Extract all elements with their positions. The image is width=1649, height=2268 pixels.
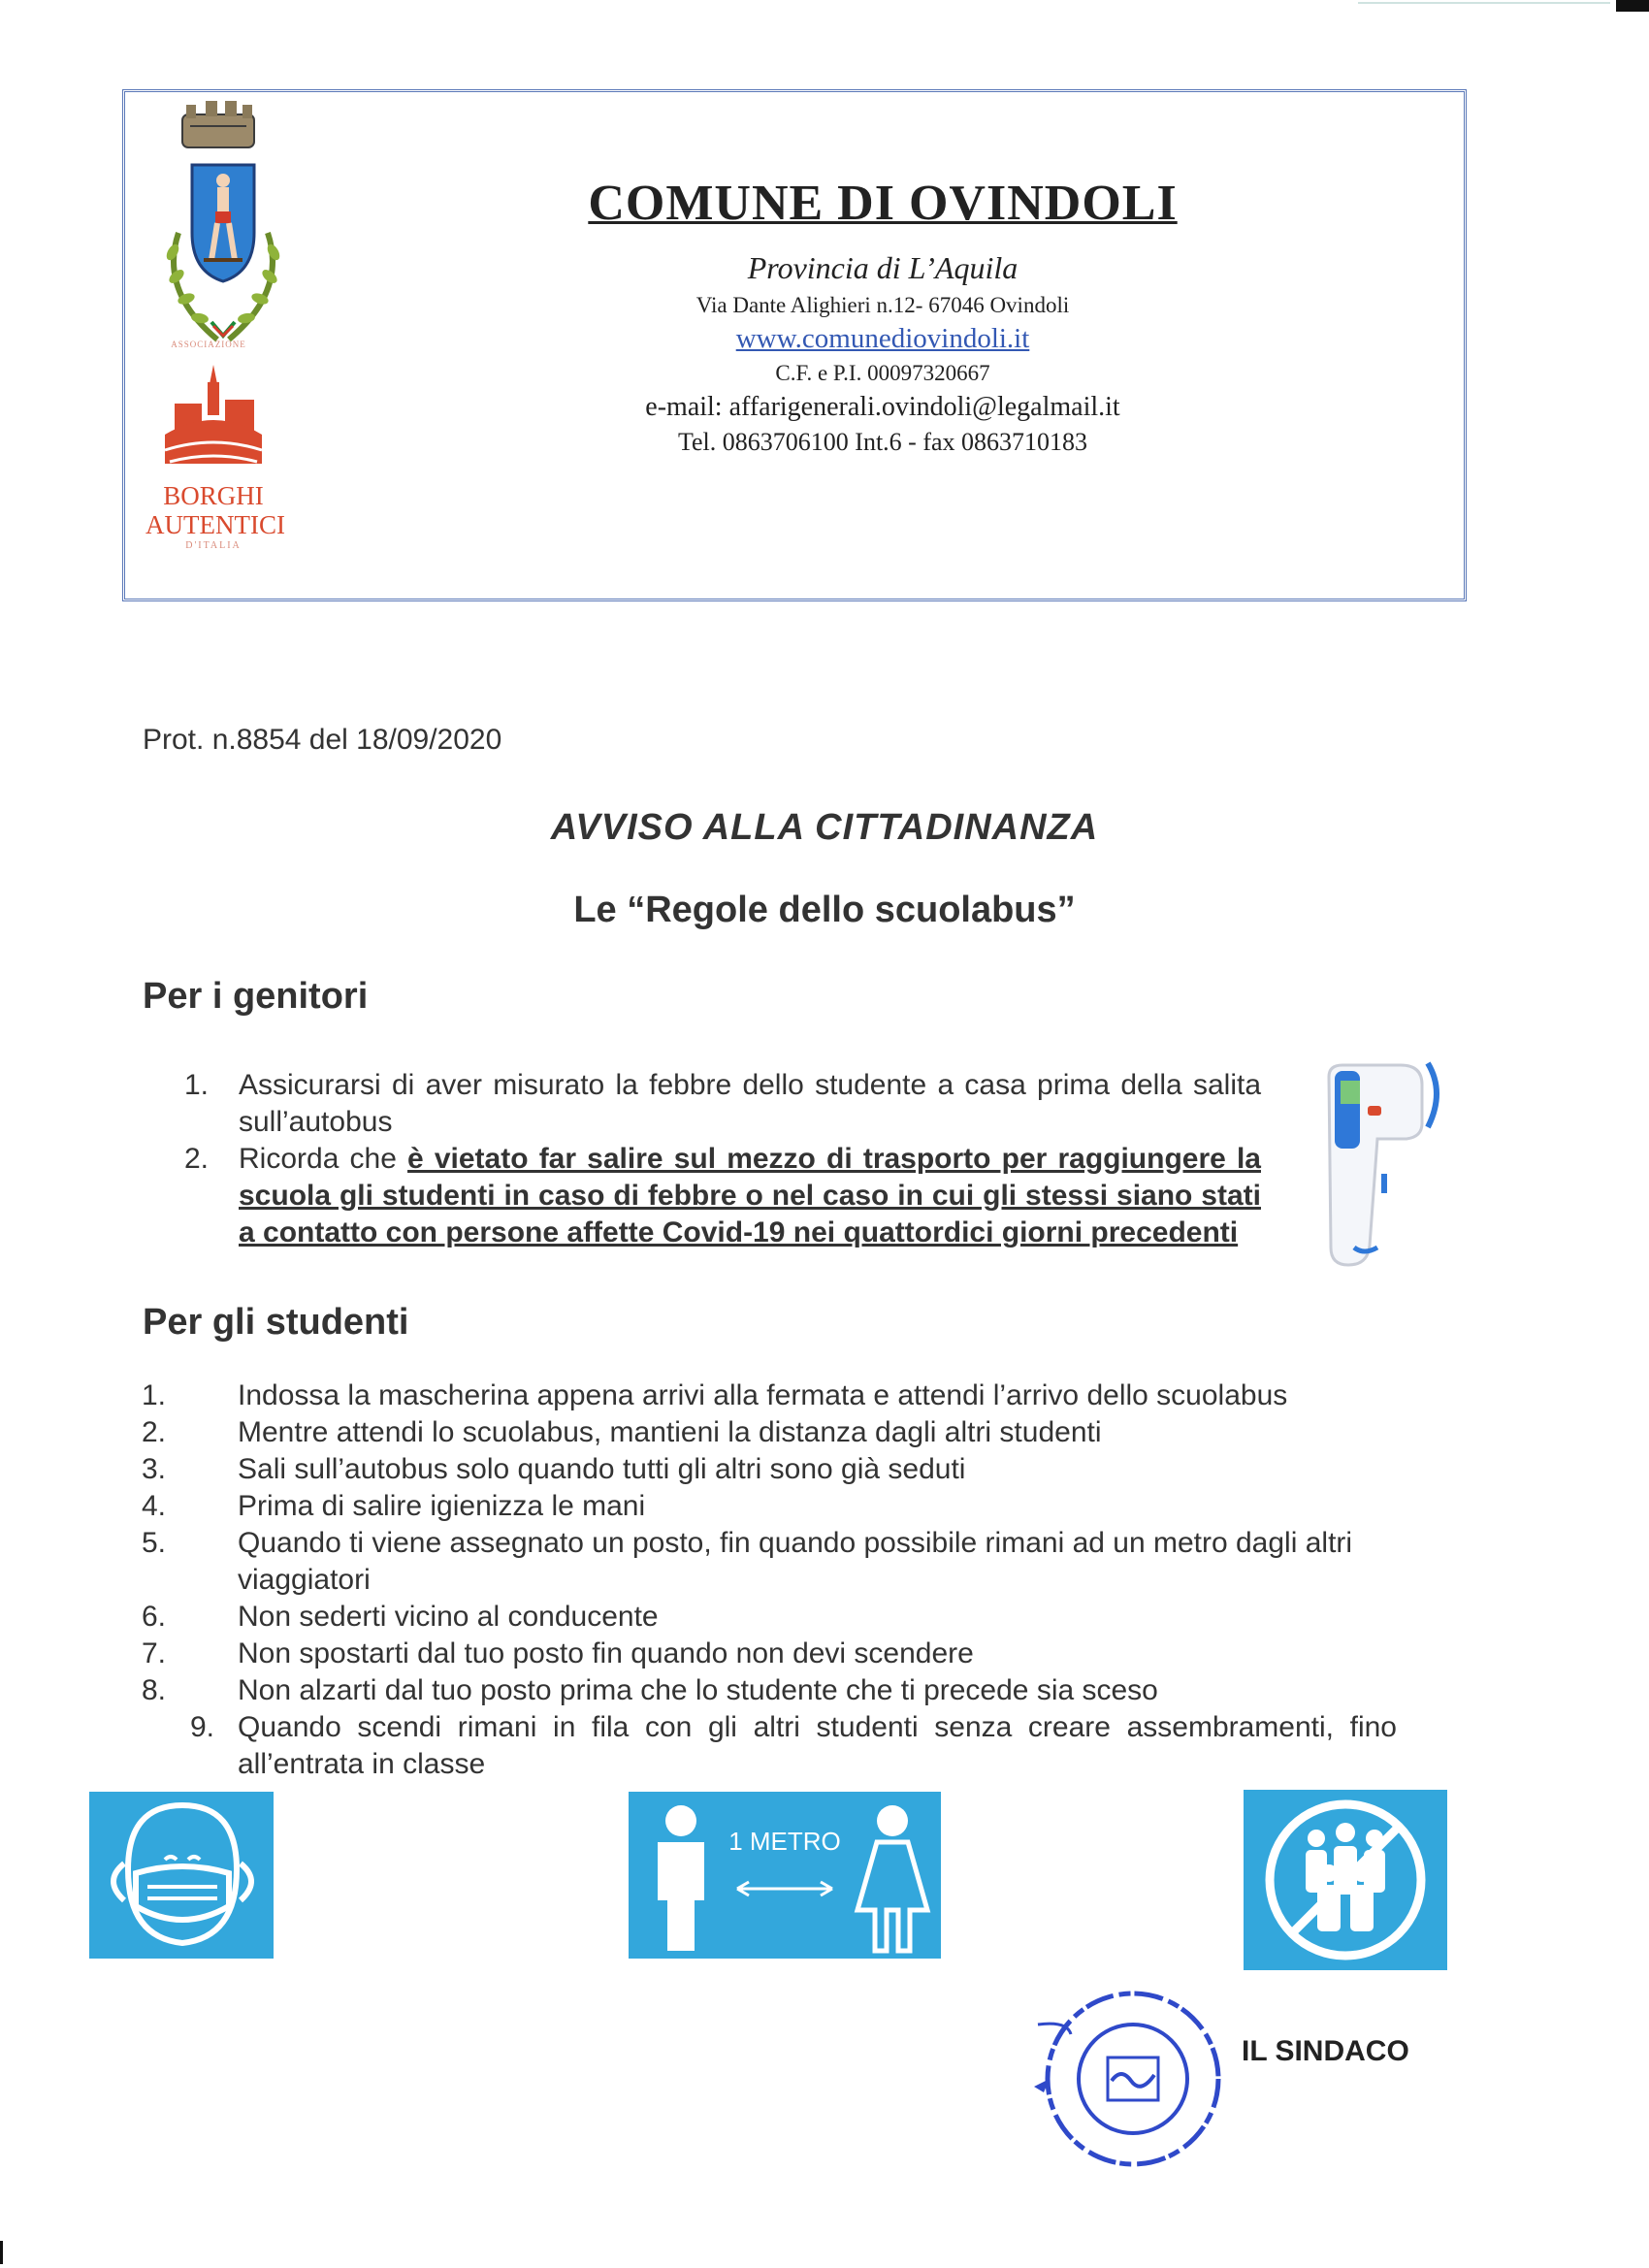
list-item bbox=[136, 1488, 1416, 1525]
list-text: Non alzarti dal tuo posto prima che lo studente che ti precede sia sceso bbox=[238, 1674, 1158, 1706]
borghi-line-3: D'ITALIA bbox=[185, 540, 242, 551]
scan-edge-line bbox=[1358, 2, 1610, 4]
list-number: 2. bbox=[142, 1416, 167, 1448]
list-item bbox=[136, 1636, 1416, 1672]
list-number: 7. bbox=[142, 1637, 167, 1669]
list-item bbox=[136, 1414, 1416, 1451]
list-text: Quando scendi rimani in fila con gli altri studenti senza creare assembramenti, fino all’entrata in classe bbox=[238, 1711, 1397, 1780]
list-text: Non sederti vicino al conducente bbox=[238, 1601, 659, 1633]
municipal-crest-icon bbox=[136, 97, 301, 359]
prohibition-emphasis: è vietato far salire sul mezzo di trasporto per raggiungere la scuola gli studenti in caso di febbre o nel caso in cui gli stessi siano stati a contatto con persone affette Covid-19 nei quattordici giorni precedenti bbox=[239, 1143, 1261, 1248]
list-text: Sali sull’autobus solo quando tutti gli altri sono già seduti bbox=[238, 1453, 966, 1485]
list-text: Prima di salire igienizza le mani bbox=[238, 1490, 646, 1522]
distance-label: 1 METRO bbox=[728, 1827, 841, 1856]
list-text: Non spostarti dal tuo posto fin quando non devi scendere bbox=[238, 1637, 974, 1669]
borghi-logo-text bbox=[146, 481, 285, 553]
list-number: 8. bbox=[142, 1674, 167, 1706]
no-crowd-icon bbox=[1244, 1790, 1447, 1970]
protocol-number: Prot. n.8854 del 18/09/2020 bbox=[143, 724, 502, 756]
parents-heading: Per i genitori bbox=[143, 976, 369, 1017]
association-label: ASSOCIAZIONE bbox=[171, 340, 246, 349]
list-number: 9. bbox=[190, 1711, 215, 1743]
list-item bbox=[136, 1599, 1416, 1636]
face-mask-icon bbox=[89, 1792, 274, 1959]
list-text: Quando ti viene assegnato un posto, fin quando possibile rimani ad un metro dagli altri viaggiatori bbox=[238, 1527, 1353, 1596]
tax-code-line: C.F. e P.I. 00097320667 bbox=[775, 361, 990, 385]
borghi-line-1: BORGHI bbox=[163, 481, 264, 510]
list-number: 3. bbox=[142, 1453, 167, 1485]
list-number: 4. bbox=[142, 1490, 167, 1522]
borghi-line-2: AUTENTICI bbox=[146, 510, 285, 539]
thermometer-icon bbox=[1310, 1057, 1465, 1280]
list-text: Indossa la mascherina appena arrivi alla fermata e attendi l’arrivo dello scuolabus bbox=[238, 1379, 1288, 1411]
list-item bbox=[136, 1525, 1416, 1599]
list-number: 1. bbox=[184, 1069, 210, 1101]
scan-margin-mark bbox=[0, 2241, 3, 2264]
list-text: Assicurarsi di aver misurato la febbre dello studente a casa prima della salita sull’autobus bbox=[239, 1069, 1261, 1138]
rules-title: Le “Regole dello scuolabus” bbox=[573, 890, 1076, 930]
list-text: Mentre attendi lo scuolabus, mantieni la distanza dagli altri studenti bbox=[238, 1416, 1102, 1448]
students-list bbox=[136, 1377, 1416, 1783]
distance-tile bbox=[629, 1792, 941, 1959]
social-distance-icon bbox=[629, 1792, 941, 1959]
phone-line: Tel. 0863706100 Int.6 - fax 0863710183 bbox=[677, 428, 1088, 456]
list-item bbox=[136, 1672, 1416, 1709]
list-number: 1. bbox=[142, 1379, 167, 1411]
list-number: 2. bbox=[184, 1143, 210, 1175]
scan-corner-mark bbox=[1616, 0, 1649, 12]
email-line: e-mail: affarigenerali.ovindoli@legalmail.it bbox=[645, 392, 1120, 422]
borghi-autentici-logo bbox=[146, 357, 285, 551]
province-line: Provincia di L’Aquila bbox=[747, 250, 1018, 285]
list-item bbox=[136, 1377, 1416, 1414]
signature-title: IL SINDACO bbox=[1242, 2035, 1409, 2067]
list-item bbox=[175, 1067, 1261, 1141]
list-text-prefix: Ricorda che bbox=[239, 1143, 408, 1175]
no-gathering-tile bbox=[1244, 1790, 1447, 1970]
list-item bbox=[136, 1451, 1416, 1488]
face-mask-tile bbox=[89, 1792, 274, 1959]
list-item bbox=[175, 1141, 1261, 1251]
list-item bbox=[136, 1709, 1397, 1783]
municipality-title: COMUNE DI OVINDOLI bbox=[588, 176, 1178, 231]
list-number: 5. bbox=[142, 1527, 167, 1559]
address-line: Via Dante Alighieri n.12- 67046 Ovindoli bbox=[695, 293, 1070, 317]
list-number: 6. bbox=[142, 1601, 167, 1633]
students-heading: Per gli studenti bbox=[143, 1302, 409, 1343]
parents-list bbox=[175, 1067, 1261, 1251]
notice-title: AVVISO ALLA CITTADINANZA bbox=[550, 807, 1099, 848]
official-stamp bbox=[1018, 1964, 1242, 2197]
website-link[interactable]: www.comunediovindoli.it bbox=[735, 323, 1030, 354]
borghi-village-icon bbox=[146, 357, 281, 483]
